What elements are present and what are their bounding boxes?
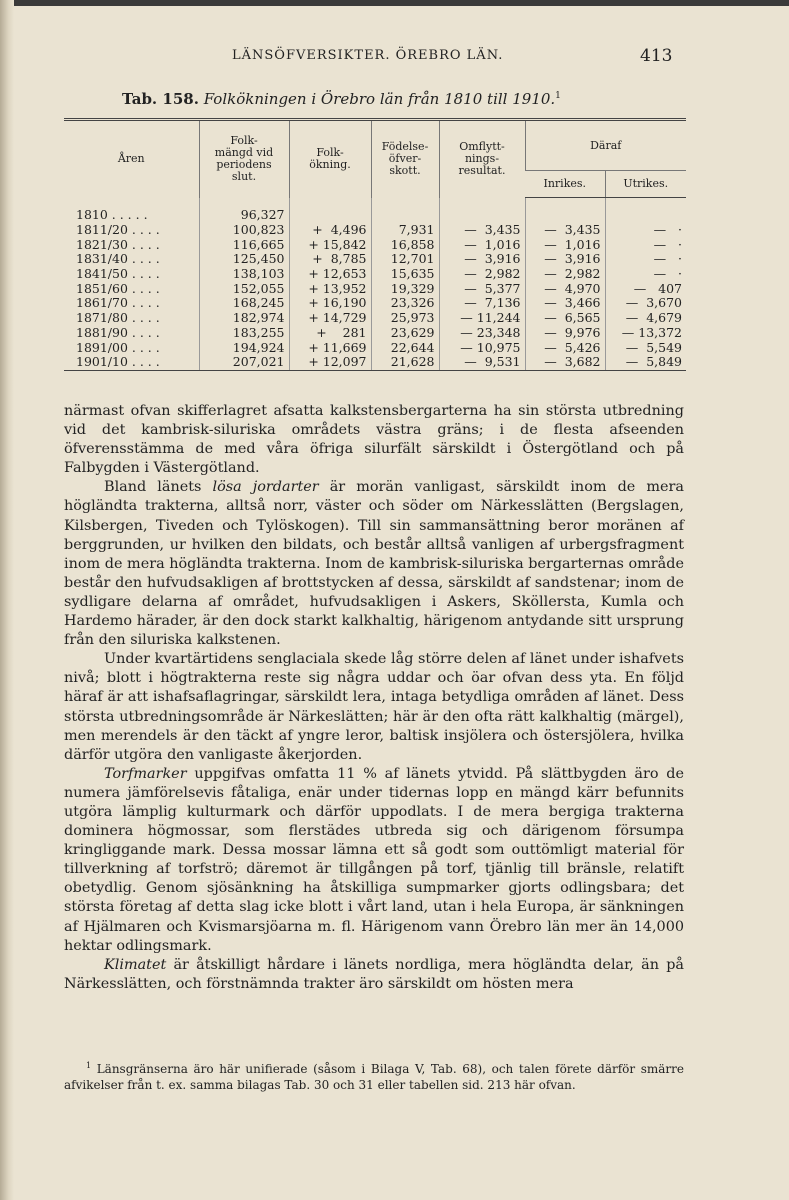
cell-folkmangd: 125,450 bbox=[199, 252, 289, 267]
page-number: 413 bbox=[640, 46, 673, 66]
cell-omflytt: — 9,531 bbox=[439, 355, 525, 370]
table-row bbox=[64, 355, 686, 370]
cell-utrikes: — 5,849 bbox=[605, 355, 686, 370]
cell-folkokning: + 4,496 bbox=[289, 223, 371, 238]
cell-folkmangd: 182,974 bbox=[199, 311, 289, 326]
cell-omflytt: — 23,348 bbox=[439, 326, 525, 341]
cell-aren: 1821/30 . . . . bbox=[76, 236, 160, 252]
cell-folkmangd: 96,327 bbox=[199, 208, 289, 223]
cell-omflytt bbox=[439, 208, 525, 223]
cell-fodelse bbox=[371, 208, 439, 223]
running-title: LÄNSÖFVERSIKTER. ÖREBRO LÄN. bbox=[232, 48, 504, 63]
book-spine-shadow bbox=[0, 0, 14, 1200]
cell-omflytt: — 1,016 bbox=[439, 237, 525, 252]
col-folkmangd: Folk- mängd vid periodens slut. bbox=[199, 120, 289, 198]
cell-aren: 1831/40 . . . . bbox=[76, 251, 160, 267]
cell-folkokning: + 12,097 bbox=[289, 355, 371, 370]
cell-omflytt: — 11,244 bbox=[439, 311, 525, 326]
paragraph-1: närmast ofvan skifferlagret afsatta kalkstensbergarterna ha sin största utbredning vid det kambrisk-siluriska områdets västra gräns; i de flesta afseenden öfverensstämma de med våra öfriga silurfält särskildt i Östergötland och på Falbygden i Västergötland. bbox=[64, 403, 684, 477]
cell-inrikes bbox=[525, 208, 605, 223]
cell-folkokning: + 12,653 bbox=[289, 267, 371, 282]
population-table bbox=[64, 118, 686, 371]
cell-folkokning: + 11,669 bbox=[289, 340, 371, 355]
cell-inrikes: — 6,565 bbox=[525, 311, 605, 326]
table-row bbox=[64, 208, 686, 223]
table-number: Tab. 158. bbox=[122, 90, 199, 108]
cell-inrikes: — 2,982 bbox=[525, 267, 605, 282]
cell-utrikes: — · bbox=[605, 223, 686, 238]
footnote-text: Länsgränserna äro här unifierade (såsom i Bilaga V, Tab. 68), och talen förete därför smärre afvikelser från t. ex. samma bilagas Tab. 30 och 31 eller tabellen sid. 213 här ofvan. bbox=[64, 1062, 684, 1092]
cell-inrikes: — 4,970 bbox=[525, 281, 605, 296]
cell-folkokning: + 15,842 bbox=[289, 237, 371, 252]
term-losa-jordarter: lösa jordarter bbox=[212, 479, 319, 496]
footnote-mark: 1 bbox=[86, 1061, 92, 1070]
cell-omflytt: — 2,982 bbox=[439, 267, 525, 282]
cell-utrikes: — 13,372 bbox=[605, 326, 686, 341]
paragraph-2: Bland länets lösa jordarter är morän vanligast, särskildt inom de mera högländta trakterna, alltså norr, väster och söder om Närkesslätten (Bergslagen, Kilsbergen, Tiveden och Tylöskogen). Till sin sammansättning beror moränen af berggrunden, ur hvilken den bildats, och består alltså vanligen af urbergsfragment inom de mera högländta trakterna. Inom de kambrisk-siluriska bergarternas område består den hufvudsakligen af brottstycken af dessa, särskildt af sandstenar; inom de sydligare delarna af området, hufvudsakligen i Askers, Sköllersta, Kumla och Hardemo härader, är den dock starkt kalkhaltig, härigenom antydande sitt ursprung från den siluriska kalkstenen. bbox=[64, 479, 684, 649]
cell-folkokning: + 16,190 bbox=[289, 296, 371, 311]
table-row bbox=[64, 326, 686, 341]
cell-folkmangd: 168,245 bbox=[199, 296, 289, 311]
cell-fodelse: 19,329 bbox=[371, 281, 439, 296]
cell-utrikes: — 4,679 bbox=[605, 311, 686, 326]
cell-fodelse: 7,931 bbox=[371, 223, 439, 238]
table-row bbox=[64, 267, 686, 282]
cell-aren: 1881/90 . . . . bbox=[76, 324, 160, 340]
cell-fodelse: 22,644 bbox=[371, 340, 439, 355]
cell-inrikes: — 3,466 bbox=[525, 296, 605, 311]
cell-utrikes bbox=[605, 208, 686, 223]
cell-fodelse: 15,635 bbox=[371, 267, 439, 282]
cell-folkokning bbox=[289, 208, 371, 223]
cell-fodelse: 25,973 bbox=[371, 311, 439, 326]
cell-utrikes: — · bbox=[605, 237, 686, 252]
cell-folkokning: + 281 bbox=[289, 326, 371, 341]
table-footnote-mark: 1 bbox=[555, 91, 561, 101]
cell-inrikes: — 1,016 bbox=[525, 237, 605, 252]
cell-folkokning: + 13,952 bbox=[289, 281, 371, 296]
term-torfmarker: Torfmarker bbox=[104, 765, 187, 782]
cell-fodelse: 16,858 bbox=[371, 237, 439, 252]
cell-inrikes: — 9,976 bbox=[525, 326, 605, 341]
paragraph-5: Klimatet är åtskilligt hårdare i länets nordliga, mera högländta delar, än på Närkesslätten, och förstnämnda trakter äro särskildt om hösten mera bbox=[64, 956, 684, 992]
cell-inrikes: — 5,426 bbox=[525, 340, 605, 355]
paragraph-4: Torfmarker uppgifvas omfatta 11 % af länets ytvidd. På slättbygden äro de numera jämförelsevis fåtaliga, enär under tidernas lopp en mängd kärr befunnits utgöra lämplig kulturmark och därför uppodlats. I de mera bergiga trakterna dominera högmossar, som flerstädes utbreda sig och därigenom försumpa kringliggande mark. Dessa mossar lämna ett så godt som outtömligt material för tillverkning af torfströ; däremot är tillgången på torf, tjänlig till bränsle, relatift obetydlig. Genom sjösänkning ha åtskilliga sumpmarker gjorts odlingsbara; det största företag af detta slag icke blott i vårt land, utan i hela Europa, är sänkningen af Hjälmaren och Kvismarsjöarna m. fl. Härigenom vann Örebro län mer än 14,000 hektar odlingsmark. bbox=[64, 765, 684, 954]
running-header bbox=[0, 48, 789, 70]
cell-folkmangd: 194,924 bbox=[199, 340, 289, 355]
cell-omflytt: — 5,377 bbox=[439, 281, 525, 296]
col-utrikes: Utrikes. bbox=[605, 171, 686, 198]
cell-aren: 1851/60 . . . . bbox=[76, 280, 160, 296]
page-top-edge bbox=[0, 0, 789, 6]
cell-aren: 1871/80 . . . . bbox=[76, 310, 160, 326]
paragraph-3: Under kvartärtidens senglaciala skede låg större delen af länet under ishafvets nivå; blott i högtrakterna reste sig några uddar och öar ofvan dess yta. En följd häraf är att ishafsaflagringar, särskildt lera, intaga betydliga områden af länet. Dess största utbredningsområde är Närkeslätten; här är den ofta rätt kalkhaltig (märgel), men merendels är den täckt af yngre leror, baltisk insjölera och östersjölera, hvilka därför utgöra den vanligaste åkerjorden. bbox=[64, 651, 684, 763]
cell-folkmangd: 138,103 bbox=[199, 267, 289, 282]
cell-fodelse: 23,326 bbox=[371, 296, 439, 311]
table-row bbox=[64, 252, 686, 267]
col-aren: Åren bbox=[64, 120, 199, 198]
cell-aren: 1891/00 . . . . bbox=[76, 339, 160, 355]
body-text bbox=[64, 402, 684, 994]
cell-aren: 1861/70 . . . . bbox=[76, 295, 160, 311]
table-row bbox=[64, 340, 686, 355]
cell-folkokning: + 14,729 bbox=[289, 311, 371, 326]
cell-omflytt: — 3,916 bbox=[439, 252, 525, 267]
cell-fodelse: 21,628 bbox=[371, 355, 439, 370]
cell-omflytt: — 3,435 bbox=[439, 223, 525, 238]
cell-aren: 1811/20 . . . . bbox=[76, 222, 160, 238]
col-folkokning: Folk- ökning. bbox=[289, 120, 371, 198]
table-row bbox=[64, 237, 686, 252]
col-inrikes: Inrikes. bbox=[525, 171, 605, 198]
table-row bbox=[64, 296, 686, 311]
cell-aren: 1841/50 . . . . bbox=[76, 266, 160, 282]
term-klimatet: Klimatet bbox=[104, 956, 167, 973]
cell-utrikes: — · bbox=[605, 252, 686, 267]
table-title: Folkökningen i Örebro län från 1810 till 1910. bbox=[203, 90, 556, 108]
cell-folkmangd: 100,823 bbox=[199, 223, 289, 238]
table-row bbox=[64, 281, 686, 296]
cell-omflytt: — 7,136 bbox=[439, 296, 525, 311]
cell-aren: 1901/10 . . . . bbox=[64, 355, 199, 370]
col-fodelse: Födelse- öfver- skott. bbox=[371, 120, 439, 198]
cell-utrikes: — 3,670 bbox=[605, 296, 686, 311]
cell-aren: 1810 . . . . . bbox=[76, 207, 148, 223]
cell-folkmangd: 152,055 bbox=[199, 281, 289, 296]
cell-utrikes: — · bbox=[605, 267, 686, 282]
cell-folkmangd: 207,021 bbox=[199, 355, 289, 370]
cell-utrikes: — 407 bbox=[605, 281, 686, 296]
cell-inrikes: — 3,916 bbox=[525, 252, 605, 267]
cell-utrikes: — 5,549 bbox=[605, 340, 686, 355]
cell-fodelse: 23,629 bbox=[371, 326, 439, 341]
cell-folkokning: + 8,785 bbox=[289, 252, 371, 267]
cell-fodelse: 12,701 bbox=[371, 252, 439, 267]
cell-omflytt: — 10,975 bbox=[439, 340, 525, 355]
cell-inrikes: — 3,682 bbox=[525, 355, 605, 370]
table-row bbox=[64, 223, 686, 238]
table-row bbox=[64, 311, 686, 326]
col-omflytt: Omflytt- nings- resultat. bbox=[439, 120, 525, 198]
col-daraf: Däraf bbox=[525, 120, 686, 171]
cell-folkmangd: 183,255 bbox=[199, 326, 289, 341]
cell-folkmangd: 116,665 bbox=[199, 237, 289, 252]
cell-inrikes: — 3,435 bbox=[525, 223, 605, 238]
table-caption bbox=[122, 90, 561, 108]
footnote bbox=[64, 1058, 684, 1093]
